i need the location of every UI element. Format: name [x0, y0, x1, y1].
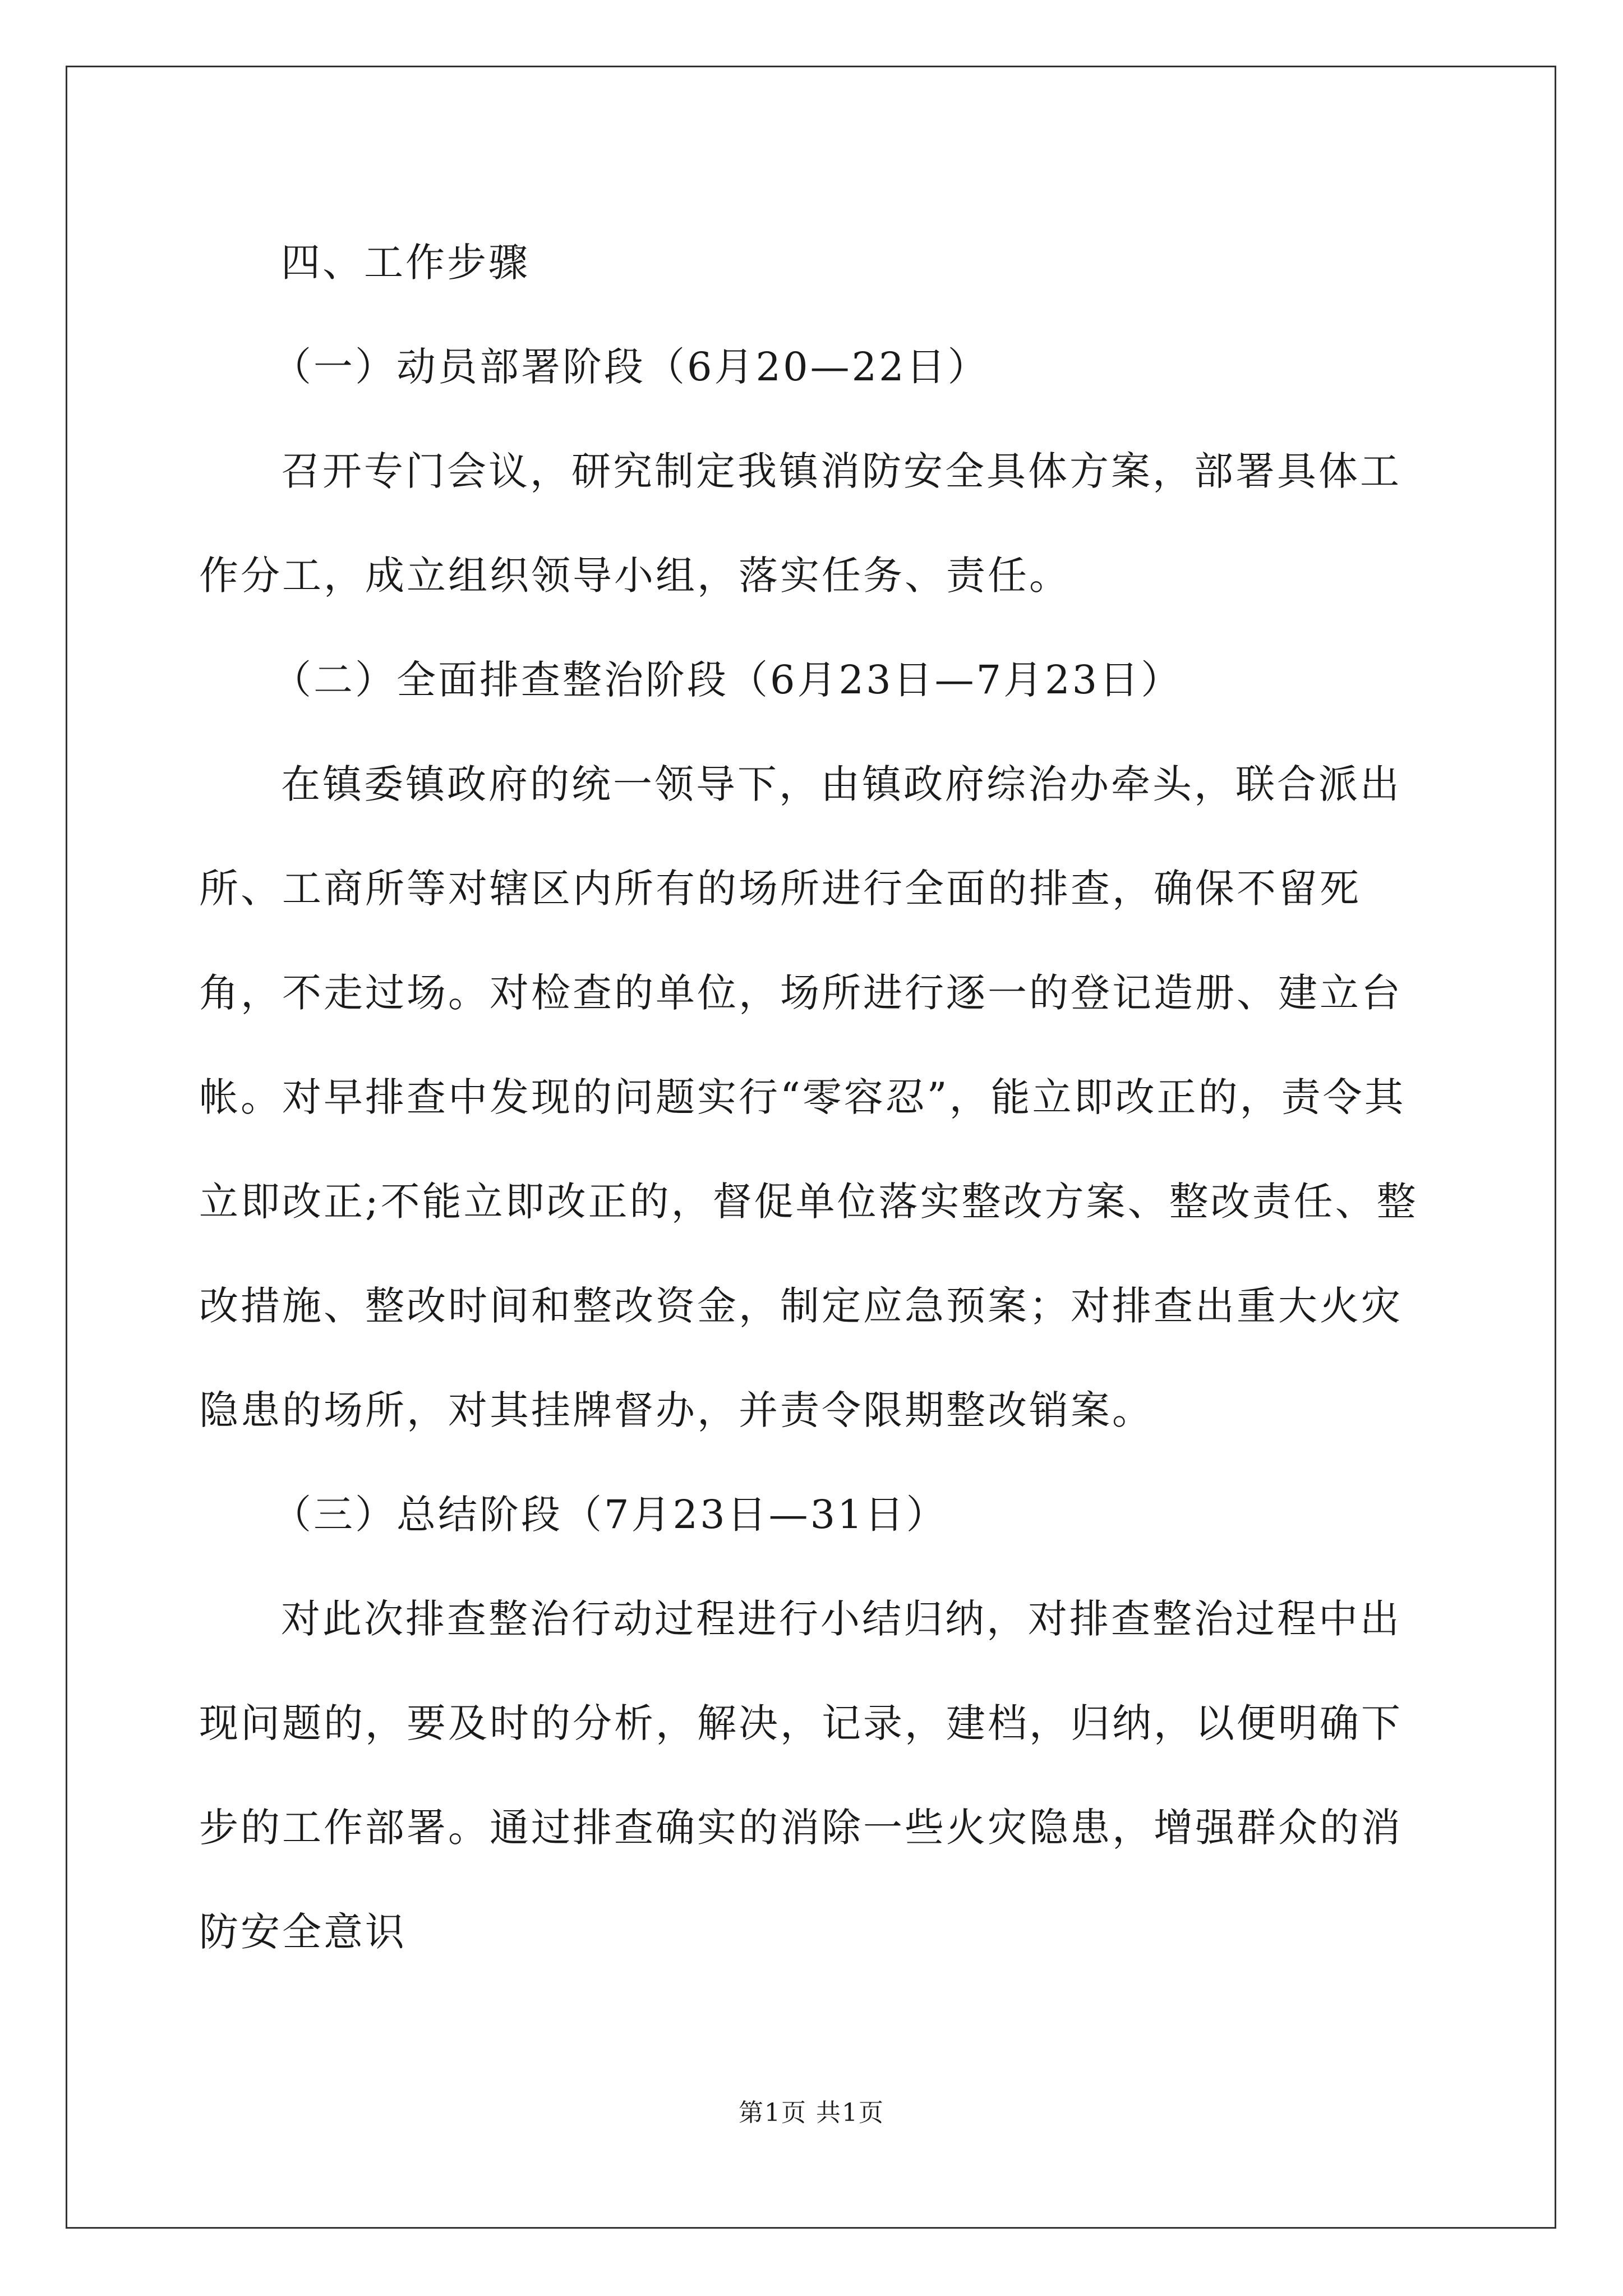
body-paragraph-1: 召开专门会议，研究制定我镇消防安全具体方案，部署具体工作分工，成立组织领导小组，落实任务、责任。: [199, 448, 1401, 599]
body-paragraph-2: 在镇委镇政府的统一领导下，由镇政府综治办牵头，联合派出所、工商所等对辖区内所有的场所进行全面的排查，确保不留死角，不走过场。对检查的单位，场所进行逐一的登记造册、建立台帐。对早排查中发现的问题实行“零容忍”，能立即改正的，责令其立即改正;不能立即改正的，督促单位落实整改方案、整改责任、整改措施、整改时间和整改资金，制定应急预案；对排查出重大火灾隐患的场所，对其挂牌督办，并责令限期整改销案。: [199, 761, 1418, 1433]
document-body: [199, 210, 1433, 1984]
stage-heading-2: （二）全面排查整治阶段（6月23日—7月23日）: [272, 657, 1183, 703]
page-number-footer: 第1页 共1页: [739, 2099, 884, 2127]
stage-heading-3: （三）总结阶段（7月23日—31日）: [272, 1492, 948, 1538]
stage-heading-1: （一）动员部署阶段（6月20—22日）: [272, 344, 989, 390]
body-paragraph-3: 对此次排查整治行动过程进行小结归纳，对排查整治过程中出现问题的，要及时的分析，解决，记录，建档，归纳，以便明确下步的工作部署。通过排查确实的消除一些火灾隐患，增强群众的消防安全意识: [199, 1596, 1403, 1955]
section-heading: 四、工作步骤: [281, 240, 530, 286]
